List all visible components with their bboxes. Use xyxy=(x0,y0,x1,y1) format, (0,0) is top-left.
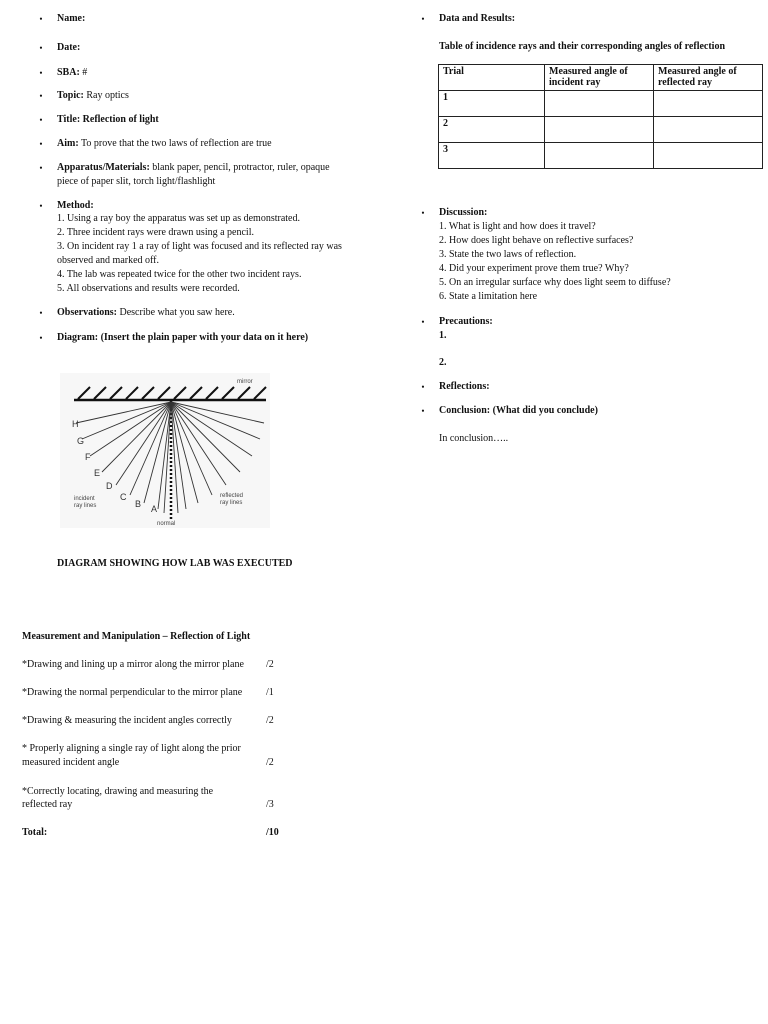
bullet-icon: • xyxy=(39,333,43,343)
table-header-incident: Measured angle of incident ray xyxy=(545,65,654,91)
precaution-item: 1. xyxy=(439,330,447,341)
date-label: Date: xyxy=(57,42,81,53)
table-cell[interactable] xyxy=(545,143,654,169)
ray-letter-f: F xyxy=(85,452,91,462)
discussion-questions xyxy=(439,220,759,304)
table-header-row xyxy=(439,65,763,91)
apparatus-value-continued: piece of paper slit, torch light/flashlight xyxy=(57,176,216,187)
bullet-icon: • xyxy=(39,14,43,24)
method-step: observed and marked off. xyxy=(57,255,160,266)
discussion-label: Discussion: xyxy=(439,207,488,218)
table-cell-trial: 2 xyxy=(439,117,545,143)
normal-label: normal xyxy=(157,521,176,527)
name-label: Name: xyxy=(57,13,86,24)
topic-label: Topic: xyxy=(57,90,84,101)
diagram-label: Diagram: (Insert the plain paper with your data on it here) xyxy=(57,332,309,343)
table-row xyxy=(439,143,763,169)
method-step: 1. Using a ray boy the apparatus was set up as demonstrated. xyxy=(57,213,300,224)
rubric-score: /2 xyxy=(266,757,274,768)
table-cell[interactable] xyxy=(545,91,654,117)
rubric-item: *Correctly locating, drawing and measuring the xyxy=(22,786,214,797)
method-step: 5. All observations and results were recorded. xyxy=(57,283,240,294)
bullet-icon: • xyxy=(421,382,425,392)
observations-label: Observations: xyxy=(57,307,117,318)
method-label: Method: xyxy=(57,200,94,211)
bullet-icon: • xyxy=(39,68,43,78)
rubric-total-label: Total: xyxy=(22,827,48,838)
results-table xyxy=(438,64,763,169)
table-header-reflected: Measured angle of reflected ray xyxy=(654,65,763,91)
rubric-item: *Drawing & measuring the incident angles correctly xyxy=(22,715,232,726)
method-step: 4. The lab was repeated twice for the other two incident rays. xyxy=(57,269,302,280)
ray-letter-c: C xyxy=(120,492,127,502)
rubric-item: *Drawing and lining up a mirror along the mirror plane xyxy=(22,659,244,670)
discussion-question: 2. How does light behave on reflective surfaces? xyxy=(439,235,634,246)
method-step: 3. On incident ray 1 a ray of light was focused and its reflected ray was xyxy=(57,241,342,252)
bullet-icon: • xyxy=(39,139,43,149)
table-cell-trial: 3 xyxy=(439,143,545,169)
apparatus-label: Apparatus/Materials: xyxy=(57,162,150,173)
reflection-diagram xyxy=(60,373,270,528)
ray-letter-h: H xyxy=(72,419,79,429)
incident-label-2: ray lines xyxy=(74,503,97,509)
apparatus-value: blank paper, pencil, protractor, ruler, opaque xyxy=(152,162,330,173)
ray-letter-d: D xyxy=(106,481,113,491)
table-cell[interactable] xyxy=(654,143,763,169)
bullet-icon: • xyxy=(421,208,425,218)
title-label: Title: xyxy=(57,114,81,125)
sba-value: # xyxy=(82,67,88,78)
observations-line xyxy=(57,306,235,320)
reflections-label: Reflections: xyxy=(439,381,490,392)
rubric-item-continued: measured incident angle xyxy=(22,757,120,768)
aim-label: Aim: xyxy=(57,138,79,149)
table-header-trial: Trial xyxy=(439,65,545,91)
diagram-caption: DIAGRAM SHOWING HOW LAB WAS EXECUTED xyxy=(57,558,293,569)
reflection-diagram-svg xyxy=(60,373,270,528)
observations-value: Describe what you saw here. xyxy=(119,307,235,318)
precautions-label: Precautions: xyxy=(439,316,493,327)
table-cell-trial: 1 xyxy=(439,91,545,117)
table-cell[interactable] xyxy=(545,117,654,143)
bullet-icon: • xyxy=(39,43,43,53)
reflected-label-1: reflected xyxy=(220,493,244,499)
bullet-icon: • xyxy=(421,317,425,327)
title-value: Reflection of light xyxy=(82,114,159,125)
precaution-item: 2. xyxy=(439,357,447,368)
ray-letter-g: G xyxy=(77,436,85,446)
bullet-icon: • xyxy=(39,308,43,318)
aim-value: To prove that the two laws of reflection are true xyxy=(81,138,272,149)
rubric-score: /3 xyxy=(266,799,274,810)
rubric-title: Measurement and Manipulation – Reflection of Light xyxy=(22,631,251,642)
sba-label: SBA: xyxy=(57,67,80,78)
apparatus-line xyxy=(57,161,330,175)
rubric-score: /1 xyxy=(266,687,274,698)
title-line xyxy=(57,113,159,127)
discussion-question: 3. State the two laws of reflection. xyxy=(439,249,577,260)
ray-letter-b: B xyxy=(135,499,142,509)
rubric-item: * Properly aligning a single ray of light along the prior xyxy=(22,743,241,754)
mirror-label: mirror xyxy=(237,379,253,385)
discussion-question: 6. State a limitation here xyxy=(439,291,538,302)
bullet-icon: • xyxy=(421,14,425,24)
topic-line xyxy=(57,89,129,103)
conclusion-label: Conclusion: (What did you conclude) xyxy=(439,405,598,416)
rubric-item: *Drawing the normal perpendicular to the mirror plane xyxy=(22,687,243,698)
bullet-icon: • xyxy=(39,201,43,211)
aim-line xyxy=(57,137,272,151)
ray-letter-a: A xyxy=(151,504,158,514)
bullet-icon: • xyxy=(39,115,43,125)
topic-value: Ray optics xyxy=(86,90,129,101)
table-title: Table of incidence rays and their corresponding angles of reflection xyxy=(439,41,726,52)
reflected-rays xyxy=(171,402,264,513)
method-step: 2. Three incident rays were drawn using a pencil. xyxy=(57,227,254,238)
discussion-question: 5. On an irregular surface why does light seem to diffuse? xyxy=(439,277,671,288)
incident-label-1: incident xyxy=(74,496,95,502)
reflected-label-2: ray lines xyxy=(220,500,243,506)
rubric-total-score: /10 xyxy=(266,827,279,838)
rubric-item-continued: reflected ray xyxy=(22,799,73,810)
mirror-hatching xyxy=(78,387,266,399)
table-cell[interactable] xyxy=(654,117,763,143)
discussion-question: 1. What is light and how does it travel? xyxy=(439,221,596,232)
bullet-icon: • xyxy=(39,163,43,173)
rubric-score: /2 xyxy=(266,659,274,670)
table-row xyxy=(439,91,763,117)
table-cell[interactable] xyxy=(654,91,763,117)
discussion-question: 4. Did your experiment prove them true? Why? xyxy=(439,263,629,274)
ray-letter-e: E xyxy=(94,468,101,478)
table-row xyxy=(439,117,763,143)
bullet-icon: • xyxy=(39,91,43,101)
data-results-label: Data and Results: xyxy=(439,13,516,24)
method-steps xyxy=(57,212,377,296)
sba-line xyxy=(57,66,87,80)
conclusion-text: In conclusion….. xyxy=(439,433,509,444)
bullet-icon: • xyxy=(421,406,425,416)
rubric-score: /2 xyxy=(266,715,274,726)
